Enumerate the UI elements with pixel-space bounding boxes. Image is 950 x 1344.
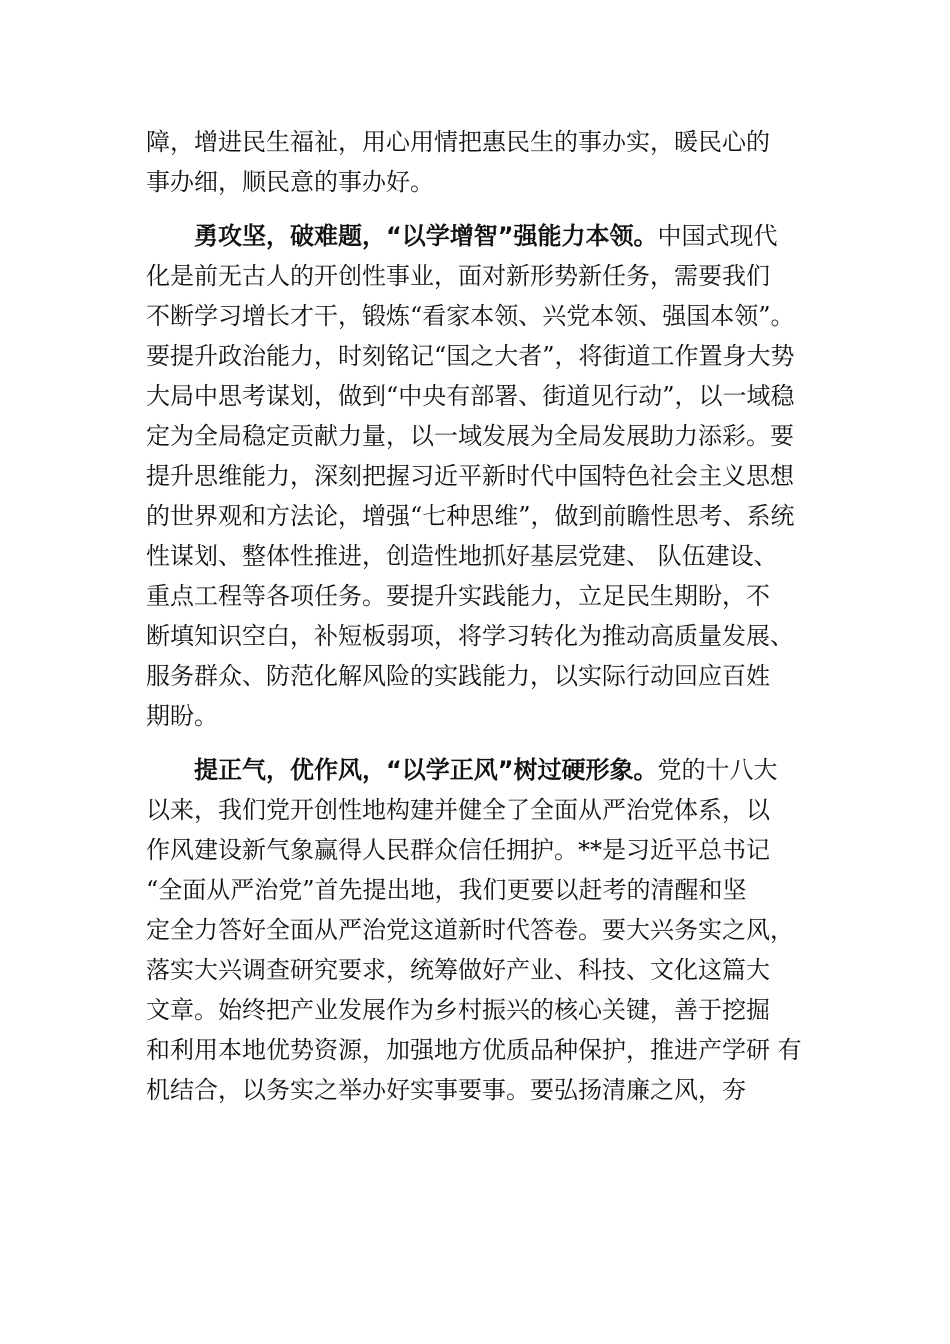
paragraph-1 (146, 122, 836, 202)
text-line: 不断学习增长才干，锻炼“看家本领、兴党本领、强国本领”。 (146, 302, 795, 330)
text-line: 的世界观和方法论，增强“七种思维”，做到前瞻性思考、系统 (146, 502, 795, 530)
text-line: “全面从严治党”首先提出地，我们更要以赶考的清醒和坚 (146, 876, 747, 904)
text-line: 大局中思考谋划，做到“中央有部署、街道见行动”，以一域稳 (146, 382, 795, 410)
text-line: 化是前无古人的开创性事业，面对新形势新任务，需要我们 (146, 262, 770, 290)
text-line: 和利用本地优势资源，加强地方优质品种保护，推进产学研 有 (146, 1036, 802, 1064)
text-line: 机结合，以务实之举办好实事要事。要弘扬清廉之风，夯 (146, 1076, 746, 1104)
text-line: 定为全局稳定贡献力量，以一域发展为全局发展助力添彩。要 (146, 422, 794, 450)
text-line: 事办细，顺民意的事办好。 (146, 168, 434, 196)
paragraph-text: 中国式现代 (657, 222, 778, 250)
text-line: 服务群众、防范化解风险的实践能力，以实际行动回应百姓 (146, 662, 770, 690)
text-line: 作风建设新气象赢得人民群众信任拥护。**是习近平总书记 (146, 836, 770, 864)
text-line: 落实大兴调查研究要求，统筹做好产业、科技、文化这篇大 (146, 956, 770, 984)
text-line-first (146, 216, 836, 256)
text-line: 要提升政治能力，时刻铭记“国之大者”，将街道工作置身大势 (146, 342, 795, 370)
text-line: 断填知识空白，补短板弱项，将学习转化为推动高质量发展、 (146, 622, 794, 650)
paragraph-gap (146, 736, 836, 750)
paragraph-gap (146, 202, 836, 216)
text-line: 提升思维能力，深刻把握习近平新时代中国特色社会主义思想 (146, 462, 794, 490)
paragraph-text: 党的十八大 (657, 756, 778, 784)
text-line-first (146, 750, 836, 790)
text-line: 以来，我们党开创性地构建并健全了全面从严治党体系，以 (146, 796, 770, 824)
text-line: 重点工程等各项任务。要提升实践能力，立足民生期盼，不 (146, 582, 770, 610)
text-line: 障，增进民生福祉，用心用情把惠民生的事办实，暖民心的 (146, 128, 770, 156)
text-line: 定全力答好全面从严治党这道新时代答卷。要大兴务实之风， (146, 916, 794, 944)
paragraph-2 (146, 216, 836, 736)
text-line: 文章。始终把产业发展作为乡村振兴的核心关键，善于挖掘 (146, 996, 770, 1024)
paragraph-3 (146, 750, 836, 1110)
text-line: 性谋划、整体性推进，创造性地抓好基层党建、 队伍建设、 (146, 542, 778, 570)
paragraph-heading: 提正气，优作风，“以学正风”树过硬形象。 (194, 756, 658, 784)
document-body (146, 122, 836, 1110)
text-line: 期盼。 (146, 702, 218, 730)
paragraph-heading: 勇攻坚，破难题，“以学增智”强能力本领。 (194, 222, 658, 250)
